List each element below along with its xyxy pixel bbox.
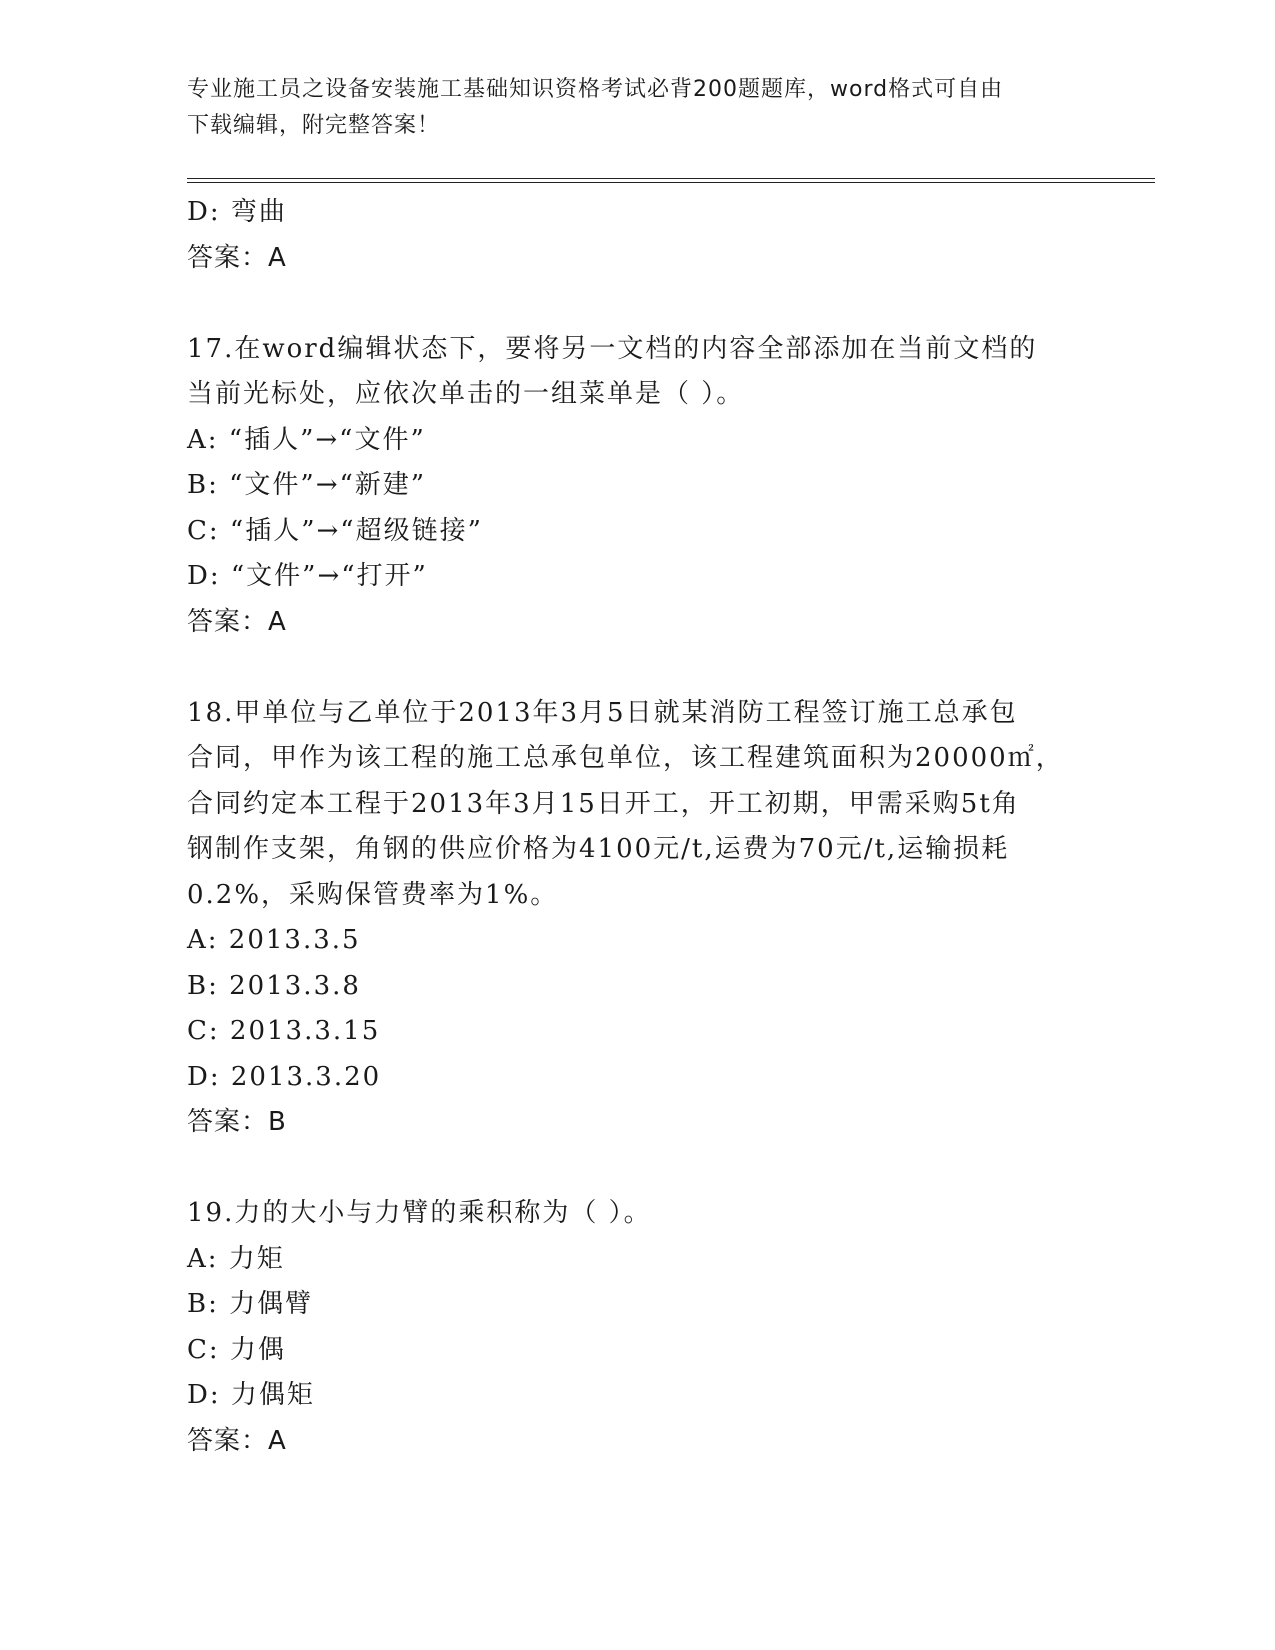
question-text-line: 钢制作支架，角钢的供应价格为4100元/t,运费为70元/t,运输损耗	[187, 834, 1010, 864]
spacer	[187, 1146, 1087, 1192]
answer-line: 答案：B	[187, 1107, 287, 1137]
spacer	[187, 645, 1087, 691]
prev-question	[187, 190, 1087, 281]
option-b: B: 力偶臂	[187, 1289, 314, 1319]
answer-line: 答案：A	[187, 1425, 287, 1456]
option-a: A: 力矩	[187, 1243, 285, 1274]
question-text-line: 合同约定本工程于2013年3月15日开工，开工初期，甲需采购5t角	[187, 788, 1020, 819]
header-line: 专业施工员之设备安装施工基础知识资格考试必背200题题库，word格式可自由	[187, 77, 1004, 102]
option-d: D: 力偶矩	[187, 1380, 315, 1410]
question-17	[187, 327, 1087, 646]
document-header	[187, 72, 1087, 144]
question-text-line: 17.在word编辑状态下，要将另一文档的内容全部添加在当前文档的	[187, 333, 1038, 364]
question-text-line: 当前光标处，应依次单击的一组菜单是（ ）。	[187, 379, 745, 409]
question-text-line: 0.2%，采购保管费率为1%。	[187, 879, 559, 910]
header-line: 下载编辑，附完整答案！	[187, 113, 441, 138]
header-divider	[187, 178, 1155, 183]
spacer	[187, 281, 1087, 327]
option-c: C: 2013.3.15	[187, 1016, 381, 1046]
option-b: B: “文件”→“新建”	[187, 470, 427, 500]
answer-line: 答案：A	[187, 606, 287, 637]
option-d: D: 2013.3.20	[187, 1061, 382, 1092]
answer-line: 答案：A	[187, 242, 287, 273]
question-19	[187, 1191, 1087, 1464]
question-text-line: 19.力的大小与力臂的乘积称为（ ）。	[187, 1198, 652, 1228]
option-c: C: 力偶	[187, 1334, 286, 1365]
option-d: D: “文件”→“打开”	[187, 561, 428, 591]
question-text-line: 合同，甲作为该工程的施工总承包单位，该工程建筑面积为20000㎡，	[187, 743, 1064, 773]
option-a: A: “插人”→“文件”	[187, 424, 426, 455]
option-a: A: 2013.3.5	[187, 925, 361, 955]
question-list	[187, 190, 1087, 1464]
option-b: B: 2013.3.8	[187, 970, 361, 1001]
question-18	[187, 691, 1087, 1146]
option-d: D: 弯曲	[187, 197, 287, 227]
option-c: C: “插人”→“超级链接”	[187, 515, 483, 546]
question-text-line: 18.甲单位与乙单位于2013年3月5日就某消防工程签订施工总承包	[187, 697, 1018, 728]
